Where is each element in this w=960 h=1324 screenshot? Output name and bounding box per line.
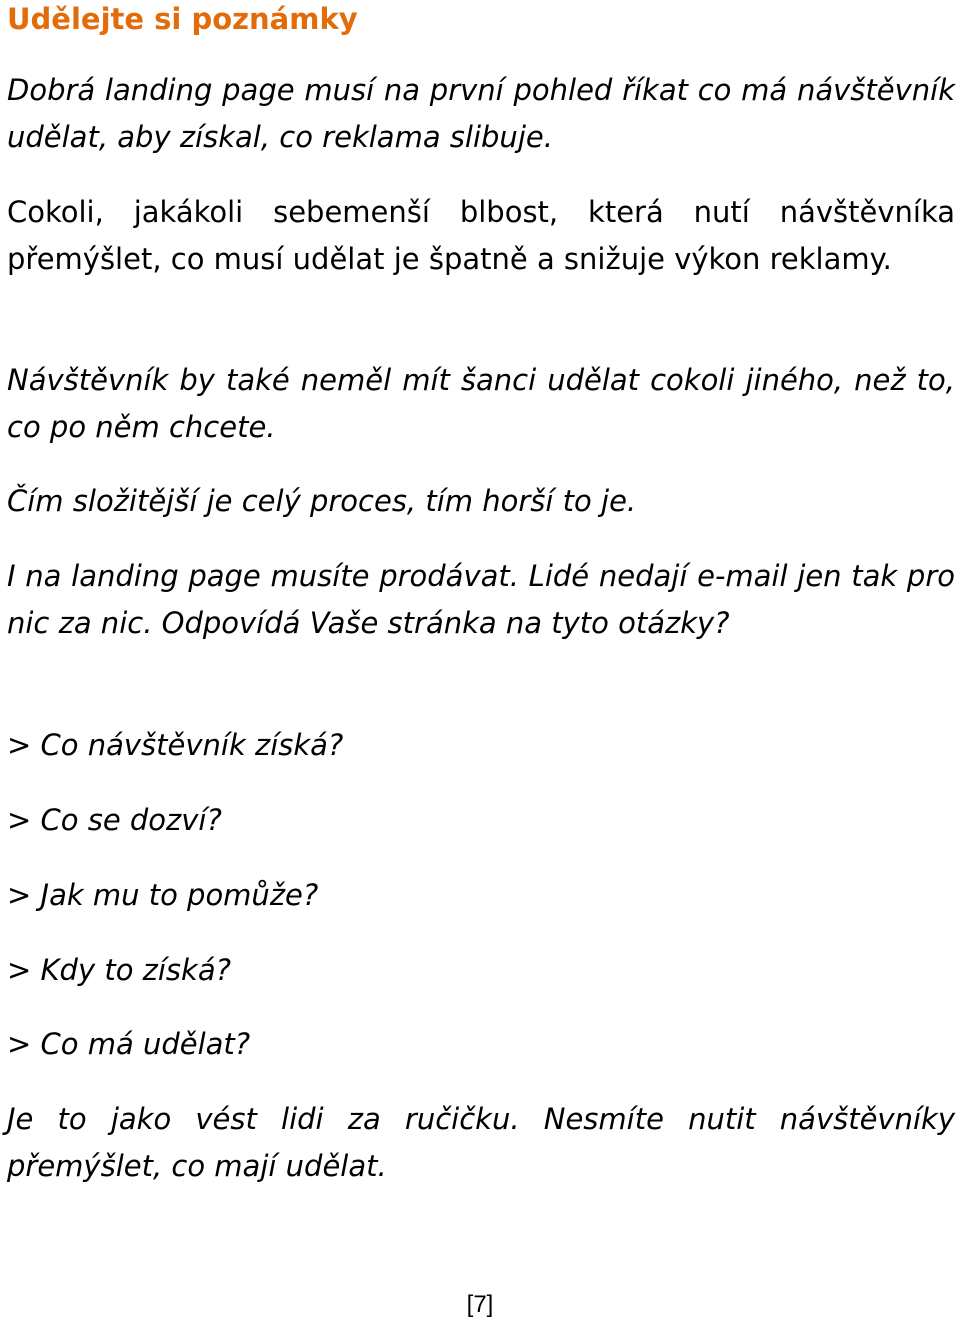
paragraph-intro: Dobrá landing page musí na první pohled říkat co má návštěvník udělat, aby získal, co reklama slibuje. xyxy=(7,73,955,154)
paragraph-complexity: Čím složitější je celý proces, tím horší to je. xyxy=(7,484,637,518)
paragraph-selling: I na landing page musíte prodávat. Lidé nedají e-mail jen tak pro nic za nic. Odpovídá Vaše stránka na tyto otázky? xyxy=(7,559,955,640)
page-title: Udělejte si poznámky xyxy=(7,2,358,36)
question-item: > Jak mu to pomůže? xyxy=(7,878,319,912)
paragraph-confusion: Cokoli, jakákoli sebemenší blbost, která nutí návštěvníka přemýšlet, co musí udělat je špatně a snižuje výkon reklamy. xyxy=(7,195,955,276)
question-item: > Co má udělat? xyxy=(7,1027,251,1061)
question-item: > Kdy to získá? xyxy=(7,953,231,987)
page-number: [7] xyxy=(466,1291,494,1318)
paragraph-conclusion: Je to jako vést lidi za ručičku. Nesmíte nutit návštěvníky přemýšlet, co mají udělat. xyxy=(7,1102,955,1183)
paragraph-focus: Návštěvník by také neměl mít šanci udělat cokoli jiného, než to, co po něm chcete. xyxy=(7,363,955,444)
question-item: > Co se dozví? xyxy=(7,803,222,837)
question-item: > Co návštěvník získá? xyxy=(7,728,344,762)
